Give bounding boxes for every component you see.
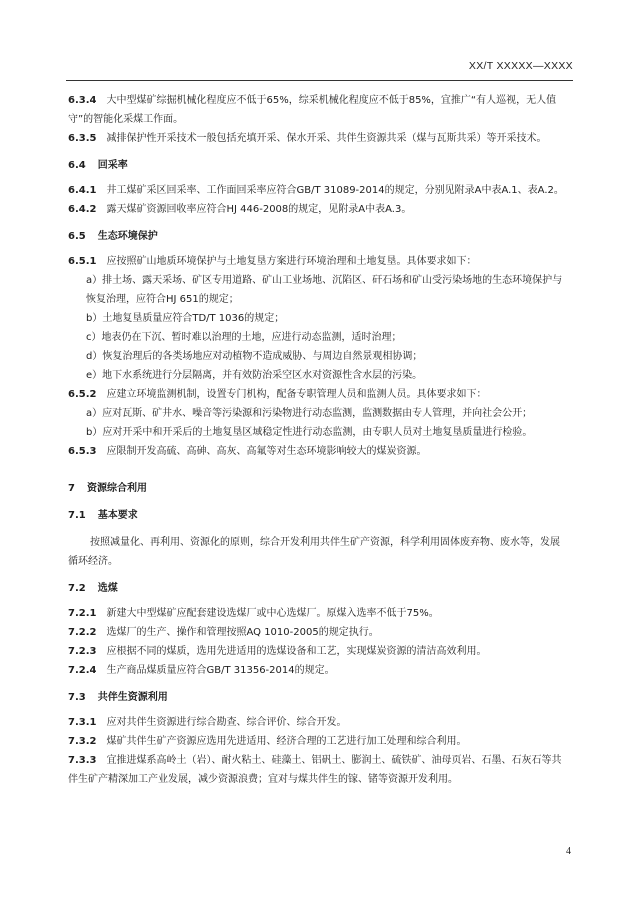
section-number: 7.3 — [68, 692, 86, 703]
list-item: d）恢复治理后的各类场地应对动植物不造成威胁、与周边自然景观相协调； — [86, 351, 423, 362]
clause-text: 大中型煤矿综掘机械化程度应不低于65%，综采机械化程度应不低于85%，宜推广“有人巡视，无人值守”的智能化采煤工作面。 — [68, 95, 557, 125]
clause-6-4-2 — [68, 200, 568, 219]
section-title: 共伴生资源利用 — [97, 692, 168, 703]
section-title: 基本要求 — [97, 510, 138, 521]
clause-number: 7.3.3 — [68, 755, 97, 766]
clause-text: 应根据不同的煤质，选用先进适用的选煤设备和工艺，实现煤炭资源的清洁高效利用。 — [106, 646, 487, 657]
section-heading-7-3 — [68, 688, 568, 707]
clause-text: 新建大中型煤矿应配套建设选煤厂或中心选煤厂。原煤入选率不低于75%。 — [106, 608, 439, 619]
section-number: 6.4 — [68, 160, 86, 171]
section-heading-6-5 — [68, 227, 568, 246]
clause-7-2-2 — [68, 623, 568, 642]
clause-text: 露天煤矿资源回收率应符合HJ 446-2008的规定，见附录A中表A.3。 — [106, 204, 412, 215]
section-number: 7.2 — [68, 583, 86, 594]
list-item: a）排土场、露天采场、矿区专用道路、矿山工业场地、沉陷区、矸石场和矿山受污染场地的生态环境保护与恢复治理，应符合HJ 651的规定； — [86, 275, 563, 305]
clause-number: 6.4.2 — [68, 204, 97, 215]
clause-7-3-1 — [68, 713, 568, 732]
clause-number: 7.2.2 — [68, 627, 97, 638]
list-item: c）地表仍在下沉、暂时难以治理的土地，应进行动态监测，适时治理； — [86, 332, 402, 343]
list-item: b）应对开采中和开采后的土地复垦区域稳定性进行动态监测，由专职人员对土地复垦质量进行检验。 — [86, 427, 533, 438]
clause-number: 6.4.1 — [68, 185, 97, 196]
clause-number: 7.3.2 — [68, 736, 97, 747]
clause-7-2-4 — [68, 661, 568, 680]
header-doc-code: XX/T XXXXX—XXXX — [468, 60, 573, 72]
clause-number: 7.2.3 — [68, 646, 97, 657]
clause-number: 6.5.2 — [68, 389, 97, 400]
section-title: 生态环境保护 — [97, 231, 158, 242]
section-heading-7-2 — [68, 579, 568, 598]
clause-number: 6.5.3 — [68, 446, 97, 457]
clause-text: 应建立环境监测机制，设置专门机构，配备专职管理人员和监测人员。具体要求如下： — [106, 389, 487, 400]
clause-7-3-2 — [68, 732, 568, 751]
clause-7-3-3 — [68, 751, 568, 789]
clause-text: 宜推进煤系高岭土（岩）、耐火粘土、硅藻土、铝矾土、膨润土、硫铁矿、油母页岩、石墨、石灰石等共伴生矿产精深加工产业发展，减少资源浪费；宜对与煤共伴生的镓、锗等资源开发利用。 — [68, 755, 562, 785]
section-number: 6.5 — [68, 231, 86, 242]
page-number: 4 — [566, 846, 571, 857]
clause-text: 井工煤矿采区回采率、工作面回采率应符合GB/T 31089-2014的规定，分别见附录A中表A.1、表A.2。 — [106, 185, 564, 196]
list-item: e）地下水系统进行分层隔离，并有效防治采空区水对资源性含水层的污染。 — [86, 370, 423, 381]
body-paragraph: 按照减量化、再利用、资源化的原则，综合开发利用共伴生矿产资源，科学利用固体废弃物、废水等，发展循环经济。 — [68, 537, 560, 567]
section-title: 回采率 — [97, 160, 128, 171]
clause-6-4-1 — [68, 181, 568, 200]
list-item: a）应对瓦斯、矿井水、噪音等污染源和污染物进行动态监测，监测数据由专人管理，并向社会公开； — [86, 408, 533, 419]
clause-6-3-4 — [68, 91, 568, 129]
section-heading-6-4 — [68, 156, 568, 175]
clause-7-2-3 — [68, 642, 568, 661]
clause-text: 选煤厂的生产、操作和管理按照AQ 1010-2005的规定执行。 — [106, 627, 379, 638]
clause-text: 应对共伴生资源进行综合勘查、综合评价、综合开发。 — [106, 717, 347, 728]
clause-number: 7.2.4 — [68, 665, 97, 676]
clause-number: 6.5.1 — [68, 256, 97, 267]
clause-text: 应限制开发高硫、高砷、高灰、高氟等对生态环境影响较大的煤炭资源。 — [106, 446, 427, 457]
clause-6-5-2 — [68, 385, 568, 404]
clause-text: 煤矿共伴生矿产资源应选用先进适用、经济合理的工艺进行加工处理和综合利用。 — [106, 736, 467, 747]
section-heading-7-1 — [68, 506, 568, 525]
document-body — [68, 91, 568, 789]
clause-6-3-5 — [68, 129, 568, 148]
section-title: 资源综合利用 — [86, 483, 147, 494]
section-heading-7 — [68, 479, 568, 498]
clause-number: 7.3.1 — [68, 717, 97, 728]
section-number: 7 — [68, 483, 75, 494]
clause-6-5-3 — [68, 442, 568, 461]
clause-text: 生产商品煤质量应符合GB/T 31356-2014的规定。 — [106, 665, 335, 676]
clause-text: 减排保护性开采技术一般包括充填开采、保水开采、共伴生资源共采（煤与瓦斯共采）等开采技术。 — [106, 133, 547, 144]
clause-number: 6.3.4 — [68, 95, 97, 106]
list-item: b）土地复垦质量应符合TD/T 1036的规定； — [86, 313, 285, 324]
clause-7-2-1 — [68, 604, 568, 623]
header-divider — [66, 80, 573, 81]
section-title: 选煤 — [97, 583, 118, 594]
clause-6-5-1 — [68, 252, 568, 271]
clause-number: 6.3.5 — [68, 133, 97, 144]
clause-number: 7.2.1 — [68, 608, 97, 619]
section-number: 7.1 — [68, 510, 86, 521]
clause-text: 应按照矿山地质环境保护与土地复垦方案进行环境治理和土地复垦。具体要求如下： — [106, 256, 477, 267]
